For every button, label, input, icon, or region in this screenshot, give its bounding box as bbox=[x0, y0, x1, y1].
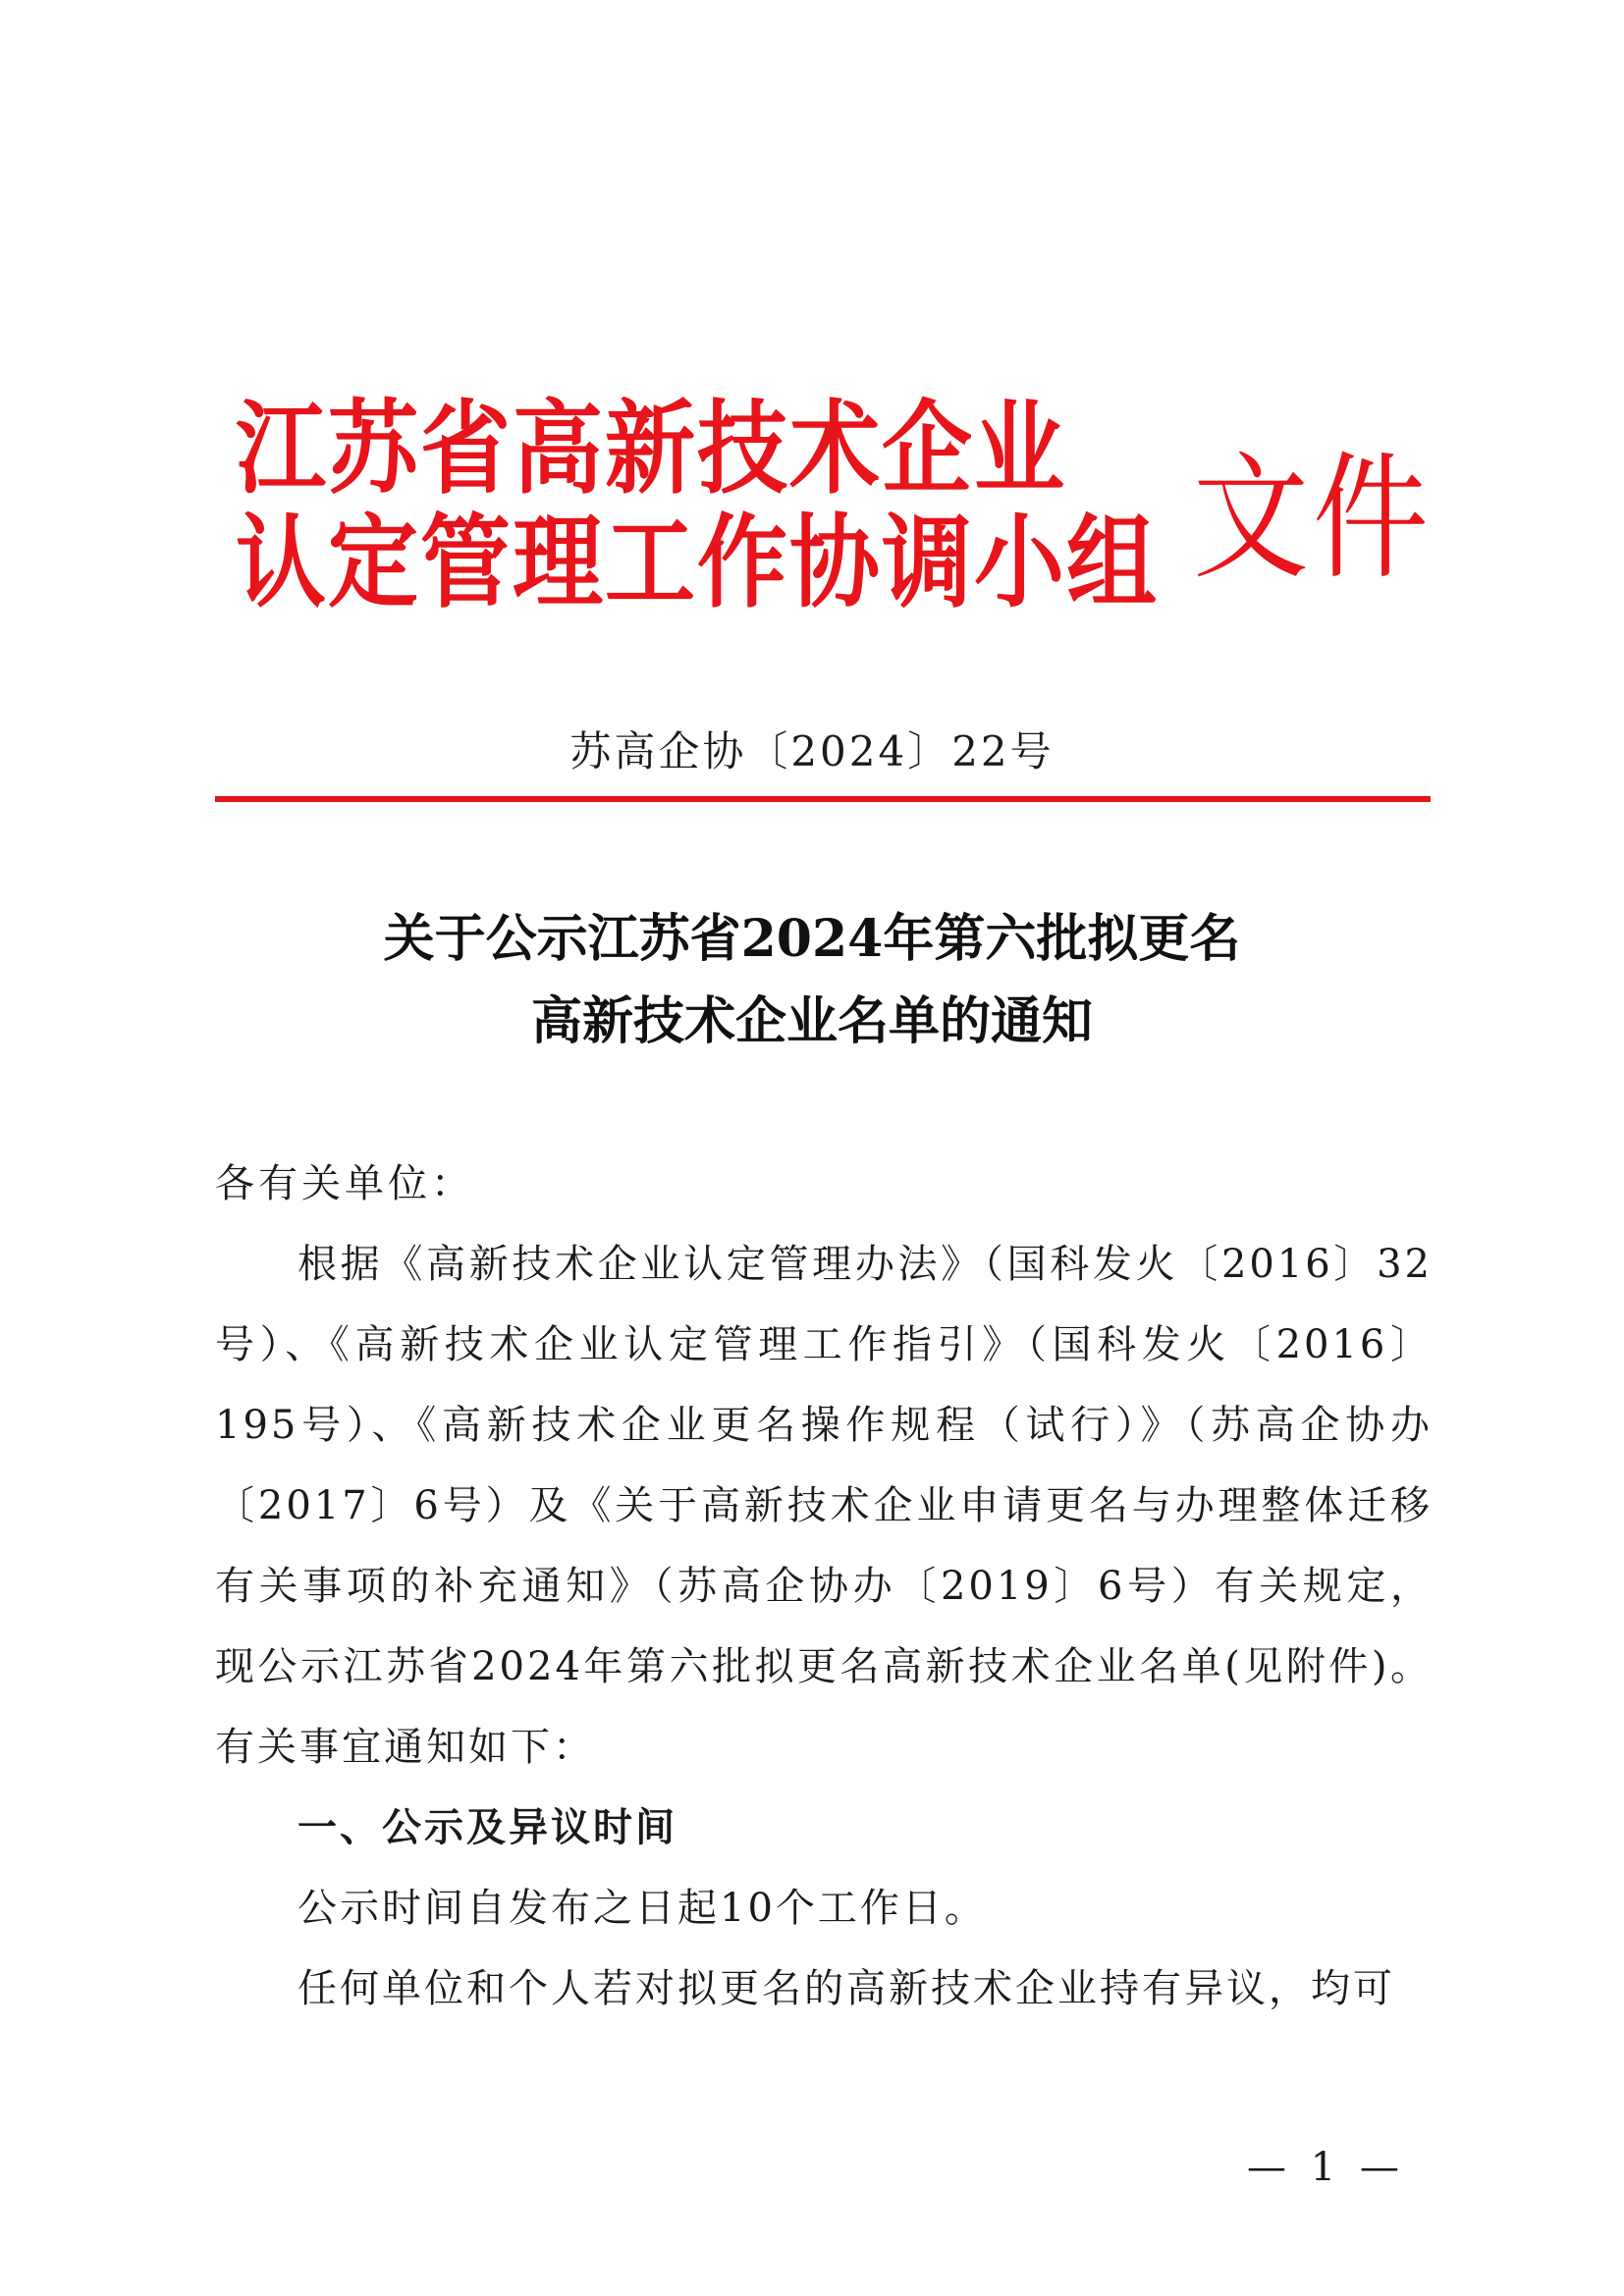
issuing-organization bbox=[236, 388, 1178, 622]
body-paragraph-3: 任何单位和个人若对拟更名的高新技术企业持有异议，均可 bbox=[298, 1966, 1395, 2011]
page-number: — 1 — bbox=[1247, 2145, 1405, 2190]
header-org-line-1: 江苏省高新技术企业 bbox=[236, 390, 1067, 508]
document-number: 苏高企协〔2024〕22号 bbox=[569, 727, 1055, 775]
title-line-1: 关于公示江苏省2024年第六批拟更名 bbox=[383, 909, 1241, 969]
red-header bbox=[236, 388, 1434, 633]
section-heading-1: 一、公示及异议时间 bbox=[298, 1805, 677, 1850]
header-org-line-2: 认定管理工作协调小组 bbox=[236, 504, 1160, 622]
red-separator-line bbox=[215, 796, 1431, 802]
header-document-suffix: 文件 bbox=[1193, 438, 1434, 599]
salutation: 各有关单位： bbox=[215, 1161, 474, 1206]
title-line-2: 高新技术企业名单的通知 bbox=[530, 991, 1093, 1051]
body-paragraph-2: 公示时间自发布之日起10个工作日。 bbox=[298, 1886, 987, 1931]
document-body bbox=[215, 1144, 1433, 2029]
document-title bbox=[0, 898, 1624, 1063]
body-paragraph-1: 根据《高新技术企业认定管理办法》（国科发火〔2016〕32号）、《高新技术企业认定管理工作指引》（国科发火〔2016〕195号）、《高新技术企业更名操作规程（试行）》（苏高企协办〔2017〕6号）及《关于高新技术企业申请更名与办理整体迁移有关事项的补充通知》（苏高企协办〔2019〕6号）有关规定，现公示江苏省2024年第六批拟更名高新技术企业名单(见附件)。有关事宜通知如下： bbox=[215, 1242, 1433, 1770]
